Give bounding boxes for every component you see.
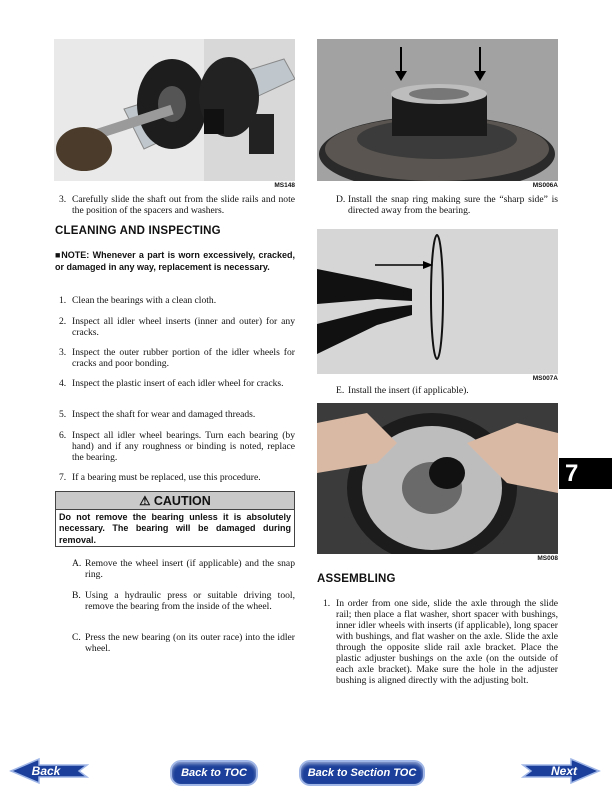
step-text: Inspect all idler wheel inserts (inner and outer) for any cracks. [72,316,295,338]
step-text: Install the insert (if applicable). [348,385,469,396]
step-text: If a bearing must be replaced, use this procedure. [72,472,261,483]
step-e [336,385,558,396]
step-text: Carefully slide the shaft out from the slide rails and note the position of the spacers and washers. [72,194,295,216]
step-number: E. [336,385,345,396]
snap-ring-illustration [317,39,558,181]
step-3 [59,194,295,216]
step-text: Inspect the shaft for wear and damaged threads. [72,409,256,420]
cleaning-step-4 [59,378,295,389]
step-text: Install the snap ring making sure the “sharp side” is directed away from the bearing. [348,194,558,216]
step-number: 1. [323,598,331,609]
cleaning-step-6 [59,430,295,463]
back-to-toc-button[interactable]: Back to TOC [170,760,258,786]
step-number: 6. [59,430,67,441]
photo-caption: MS006A [532,182,558,189]
next-label: Next [550,764,577,778]
cleaning-step-3 [59,347,295,369]
photo-install-insert [317,403,558,554]
photo-snap-ring [317,39,558,181]
step-d [336,194,558,216]
photo-caption: MS007A [532,375,558,382]
step-text: In order from one side, slide the axle through the slide rail; then place a flat washer, short spacer with bushings, inner idler wheels with inserts (if applicable), long spacer with bushings, and flat washer on the axle. Slide the axle through the opposite slide rail axle bracket. Place the plastic adjuster bushings on the axle (on the outside of each axle bracket). Make sure the hole in the adjuster bushing is aligned directly with the adjusting bolt. [336,598,558,686]
step-number: 2. [59,316,67,327]
step-text: Clean the bearings with a clean cloth. [72,295,217,306]
step-number: 4. [59,378,67,389]
photo-shaft-removal [54,39,295,181]
back-to-section-toc-button[interactable]: Back to Section TOC [299,760,425,786]
note-text: ■NOTE: Whenever a part is worn excessively, cracked, or damaged in any way, replacement is necessary. [55,250,295,272]
step-number: 3. [59,347,67,358]
photo-caption: MS008 [537,555,558,562]
step-number: 1. [59,295,67,306]
step-number: B. [72,590,81,601]
step-text: Inspect the plastic insert of each idler wheel for cracks. [72,378,284,389]
cleaning-step-2 [59,316,295,338]
section-tab: 7 [559,458,612,489]
step-number: 3. [59,194,67,205]
step-number: C. [72,632,81,643]
step-number: 5. [59,409,67,420]
back-button[interactable] [9,757,89,785]
caution-title: ⚠ CAUTION [55,491,295,510]
insert-illustration [317,403,558,554]
step-number: 7. [59,472,67,483]
step-text: Press the new bearing (on its outer race) into the idler wheel. [85,632,295,654]
next-button[interactable] [521,757,601,785]
assembly-step-1 [323,598,558,686]
photo-snap-ring-pliers [317,229,558,374]
substep-a [72,558,295,580]
step-number: D. [336,194,346,205]
cleaning-step-7 [59,472,295,483]
step-text: Using a hydraulic press or suitable driving tool, remove the bearing from the inside of the wheel. [85,590,295,612]
step-text: Inspect the outer rubber portion of the idler wheels for cracks and poor bonding. [72,347,295,369]
cleaning-step-5 [59,409,295,420]
cleaning-heading: CLEANING AND INSPECTING [55,225,221,237]
step-text: Remove the wheel insert (if applicable) and the snap ring. [85,558,295,580]
cleaning-step-1 [59,295,295,306]
back-label: Back [31,764,61,778]
photo-caption: MS148 [274,182,295,189]
step-number: A. [72,558,82,569]
step-text: Inspect all idler wheel bearings. Turn each bearing (by hand) and if any roughness or binding is noted, replace the bearing. [72,430,295,463]
caution-text: Do not remove the bearing unless it is absolutely necessary. The bearing will be damaged during removal. [55,509,295,547]
assembling-heading: ASSEMBLING [317,573,396,585]
substep-c [72,632,295,654]
substep-b [72,590,295,612]
shaft-removal-illustration [54,39,295,181]
pliers-illustration [317,229,558,374]
